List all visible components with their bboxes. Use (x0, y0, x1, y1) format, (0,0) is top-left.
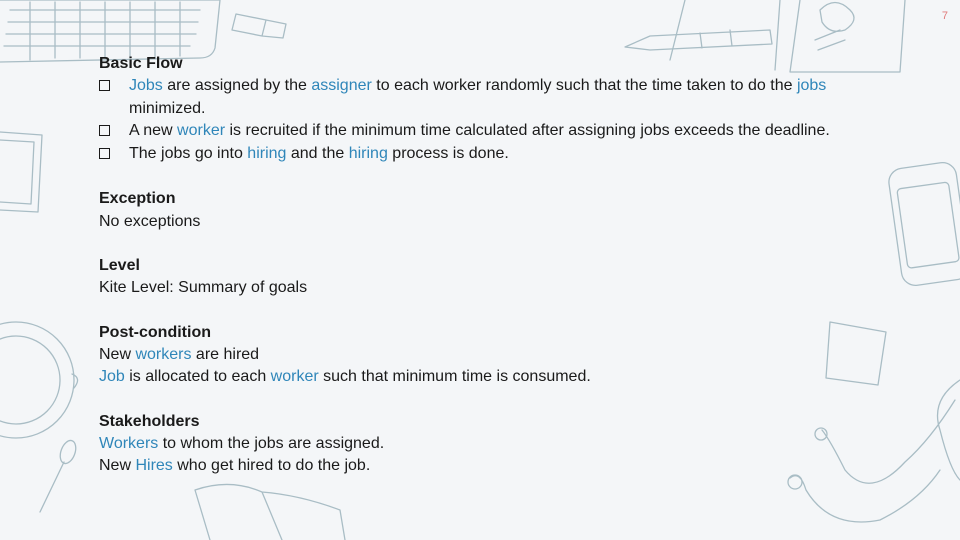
tablet-sketch-icon (0, 132, 42, 212)
stakeholder-line (99, 455, 899, 477)
basic-flow-heading: Basic Flow (99, 55, 183, 72)
stakeholders-lines (99, 433, 899, 478)
text-segment: is allocated to each (124, 368, 271, 386)
text-segment: to each worker randomly such that the time taken to do the (371, 77, 797, 95)
highlighted-term: hiring (247, 145, 287, 163)
checkbox-bullet-icon (99, 120, 129, 143)
basic-flow-item-text (129, 75, 899, 120)
marker-pen-icon (625, 30, 772, 50)
level-text: Kite Level: Summary of goals (99, 279, 308, 297)
text-segment: New (99, 457, 136, 475)
highlighted-term: Job (99, 368, 125, 386)
checkbox-bullet-icon (99, 143, 129, 166)
text-segment: is recruited if the minimum time calculated after assigning jobs exceeds the deadline. (225, 121, 830, 139)
spoon-icon (40, 438, 79, 512)
exception-heading: Exception (99, 190, 176, 208)
slide-content (99, 53, 899, 477)
text-segment: to whom the jobs are assigned. (158, 434, 385, 452)
text-segment: are hired (191, 345, 260, 363)
highlighted-term: Jobs (129, 77, 163, 95)
basic-flow-item (99, 143, 899, 166)
text-segment: New (99, 345, 136, 363)
usb-drive-icon (232, 14, 286, 38)
highlighted-term: worker (177, 121, 226, 139)
highlighted-term: assigner (311, 77, 372, 95)
stakeholders-heading: Stakeholders (99, 412, 200, 430)
highlighted-term: workers (135, 345, 192, 363)
stakeholder-line (99, 433, 899, 455)
post-condition-heading: Post-condition (99, 323, 211, 341)
post-condition-line (99, 344, 899, 366)
glasses-sketch-icon (195, 484, 345, 540)
basic-flow-list (99, 75, 899, 166)
basic-flow-item (99, 120, 899, 143)
basic-flow-item (99, 75, 899, 120)
highlighted-term: worker (270, 368, 319, 386)
highlighted-term: jobs (796, 77, 827, 95)
post-condition-line (99, 366, 899, 388)
text-segment: process is done. (387, 145, 509, 163)
text-segment: The jobs go into (129, 145, 248, 163)
text-segment: and the (286, 145, 349, 163)
highlighted-term: hiring (348, 145, 388, 163)
text-segment: A new (129, 121, 178, 139)
text-segment: who get hired to do the job. (172, 457, 371, 475)
level-heading: Level (99, 257, 140, 275)
text-segment: such that minimum time is consumed. (318, 368, 591, 386)
text-segment: minimized. (129, 99, 206, 117)
highlighted-term: Hires (135, 457, 173, 475)
post-condition-lines (99, 344, 899, 389)
slide-number: 7 (941, 10, 948, 22)
text-segment: are assigned by the (162, 77, 312, 95)
checkbox-bullet-icon (99, 75, 129, 98)
basic-flow-item-text (129, 120, 830, 142)
coffee-cup-icon (0, 322, 78, 438)
highlighted-term: Workers (99, 434, 159, 452)
exception-text: No exceptions (99, 212, 201, 230)
basic-flow-item-text (129, 143, 509, 165)
